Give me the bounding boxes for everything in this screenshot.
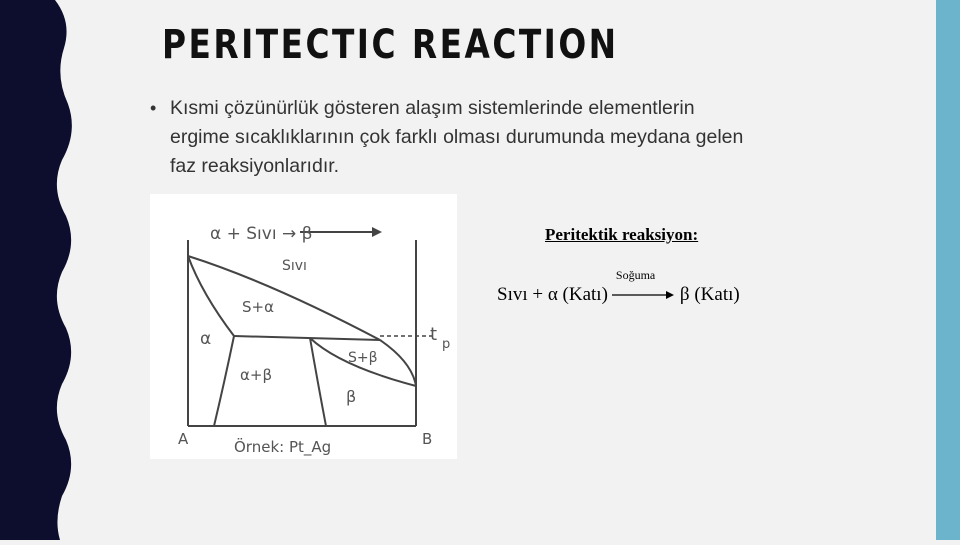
right-accent-band xyxy=(936,0,960,540)
s-beta-region-label: S+β xyxy=(348,350,378,366)
tp-label-p: p xyxy=(442,337,451,352)
bullet-item xyxy=(150,94,750,181)
tp-label-t: t xyxy=(430,324,438,345)
alpha-solidus-line xyxy=(188,256,234,336)
beta-solvus-line xyxy=(310,338,326,426)
example-label: Örnek: Pt_Ag xyxy=(234,438,332,456)
axis-label-a: A xyxy=(178,430,189,448)
peritectic-line xyxy=(234,336,380,340)
wavy-band-shape xyxy=(0,0,80,540)
beta-liquidus-line xyxy=(380,340,416,386)
liquid-region-label: Sıvı xyxy=(282,258,307,274)
right-arrow-icon xyxy=(612,290,674,300)
left-decorative-band xyxy=(0,0,80,540)
reaction-label: α + Sıvı → β xyxy=(210,224,313,244)
slide-title: PERITECTIC REACTION xyxy=(162,22,619,68)
s-alpha-region-label: S+α xyxy=(242,298,274,316)
reaction-arrow xyxy=(612,268,674,300)
reaction-heading: Peritektik reaksiyon: xyxy=(545,225,699,244)
axis-label-b: B xyxy=(422,430,433,448)
cooling-label: Soğuma xyxy=(615,268,656,282)
reaction-left-side: Sıvı + α (Katı) xyxy=(497,284,608,305)
alpha-solvus-line xyxy=(214,336,234,426)
alpha-beta-region-label: α+β xyxy=(240,366,273,384)
reaction-arrow-head xyxy=(372,227,382,237)
bullet-text: Kısmi çözünürlük gösteren alaşım sistemlerinde elementlerin ergime sıcaklıklarının çok farklı olması durumunda meydana gelen faz reaksiyonlarıdır. xyxy=(170,97,744,177)
peritectic-phase-diagram xyxy=(150,194,457,459)
reaction-right-side: β (Katı) xyxy=(679,284,740,305)
reaction-equation xyxy=(497,268,740,306)
alpha-region-label: α xyxy=(200,329,212,349)
phase-diagram-image xyxy=(150,194,457,459)
bullet-icon: • xyxy=(150,98,157,118)
beta-region-label: β xyxy=(346,387,357,406)
